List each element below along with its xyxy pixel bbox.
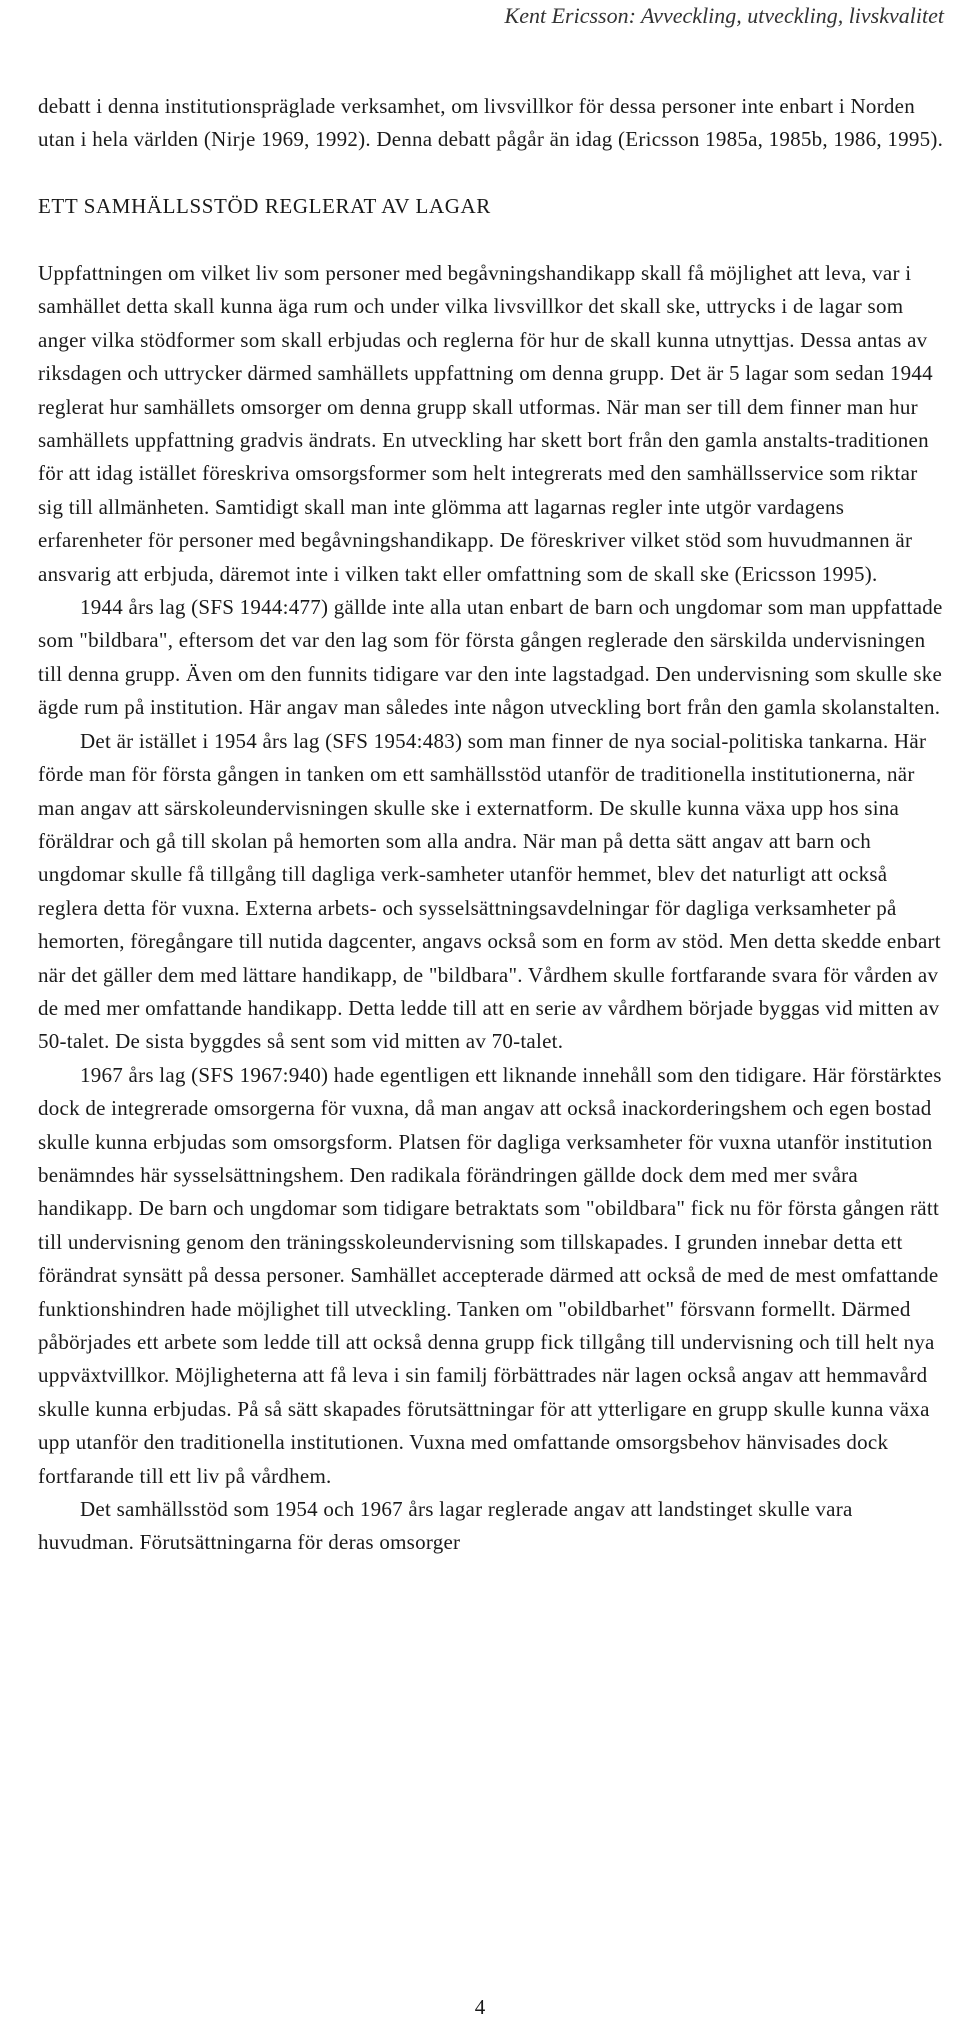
intro-paragraph: debatt i denna institutionspräglade verksamhet, om livsvillkor för dessa personer inte enbart i Norden utan i hela världen (Nirje 1969, 1992). Denna debatt pågår än idag (Ericsson 1985a, 1985b, 1986, 1995). bbox=[38, 94, 944, 152]
paragraph-1944-law: 1944 års lag (SFS 1944:477) gällde inte alla utan enbart de barn och ungdomar som man uppfattade som "bildbara", eftersom det var den lag som för första gången reglerade den särskilda undervisningen till denna grupp. Även om den funnits tidigare var den inte lagstadgad. Den undervisning som skulle ske ägde rum på institution. Här angav man således inte någon utveckling bort från den gamla skolanstalten. bbox=[38, 595, 943, 720]
body-text bbox=[38, 90, 948, 1560]
paragraph-1967-law: 1967 års lag (SFS 1967:940) hade egentligen ett liknande innehåll som den tidigare. Här förstärktes dock de integrerade omsorgerna för vuxna, då man angav att också inackorderingshem och egen bostad skulle kunna erbjudas som omsorgsform. Platsen för dagliga verksamheter för vuxna utanför institution benämndes här sysselsättningshem. Den radikala förändringen gällde dock dem med mer svåra handikapp. De barn och ungdomar som tidigare betraktats som "obildbara" fick nu för första gången rätt till undervisning genom den träningsskoleundervisning som tillskapades. I grunden innebar detta ett förändrat synsätt på dessa personer. Samhället accepterade därmed att också de med de mest omfattande funktionshindren hade möjlighet till utveckling. Tanken om "obildbarhet" försvann formellt. Därmed påbörjades ett arbete som ledde till att också denna grupp fick tillgång till undervisning och till helt nya uppväxtvillkor. Möjligheterna att få leva i sin familj förbättrades när lagen också angav att hemmavård skulle kunna erbjudas. På så sätt skapades förutsättningar för att ytterligare en grupp skulle kunna växa upp utanför den traditionella institutionen. Vuxna med omfattande omsorgsbehov hänvisades dock fortfarande till ett liv på vårdhem. bbox=[38, 1062, 942, 1488]
paragraph-landsting: Det samhällsstöd som 1954 och 1967 års lagar reglerade angav att landstinget skulle vara huvudman. Förutsättningarna för deras omsorger bbox=[38, 1497, 853, 1555]
page-number: 4 bbox=[474, 1995, 486, 2019]
running-header: Kent Ericsson: Avveckling, utveckling, livskvalitet bbox=[504, 3, 944, 28]
paragraph-1954-law: Det är istället i 1954 års lag (SFS 1954:483) som man finner de nya social-politiska tankarna. Här förde man för första gången in tanken om ett samhällsstöd utanför de traditionella institutionerna, när man angav att särskoleundervisningen skulle ske i externatform. De skulle kunna växa upp hos sina föräldrar och gå till skolan på hemorten som alla andra. När man på detta sätt angav att barn och ungdomar skulle få tillgång till dagliga verk-samheter utanför hemmet, blev det naturligt att också reglera detta för vuxna. Externa arbets- och sysselsättningsavdelningar för dagliga verksamheter på hemorten, föregångare till nutida dagcenter, angavs också som en form av stöd. Men detta skedde enbart när det gäller dem med lättare handikapp, de "bildbara". Vårdhem skulle fortfarande svara för vården av de med mer omfattande handikapp. Detta ledde till att en serie av vårdhem började byggas vid mitten av 50-talet. De sista byggdes så sent som vid mitten av 70-talet. bbox=[38, 728, 941, 1054]
section-heading: ETT SAMHÄLLSSTÖD REGLERAT AV LAGAR bbox=[38, 194, 491, 219]
paragraph-laws-overview: Uppfattningen om vilket liv som personer med begåvningshandikapp skall få möjlighet att leva, var i samhället detta skall kunna äga rum och under vilka livsvillkor det skall ske, uttrycks i de lagar som anger vilka stödformer som skall erbjudas och reglerna för hur de skall kunna utnyttjas. Dessa antas av riksdagen och uttrycker därmed samhällets uppfattning om denna grupp. Det är 5 lagar som sedan 1944 reglerat hur samhällets omsorger om denna grupp skall utformas. När man ser till dem finner man hur samhällets uppfattning gradvis ändrats. En utveckling har skett bort från den gamla anstalts-traditionen för att idag istället föreskriva omsorgsformer som helt integrerats med den samhällsservice som riktar sig till allmänheten. Samtidigt skall man inte glömma att lagarnas regler inte utgör vardagens erfarenheter för personer med begåvningshandikapp. De föreskriver vilket stöd som huvudmannen är ansvarig att erbjuda, däremot inte i vilken takt eller omfattning som de skall ske (Ericsson 1995). bbox=[38, 261, 933, 586]
